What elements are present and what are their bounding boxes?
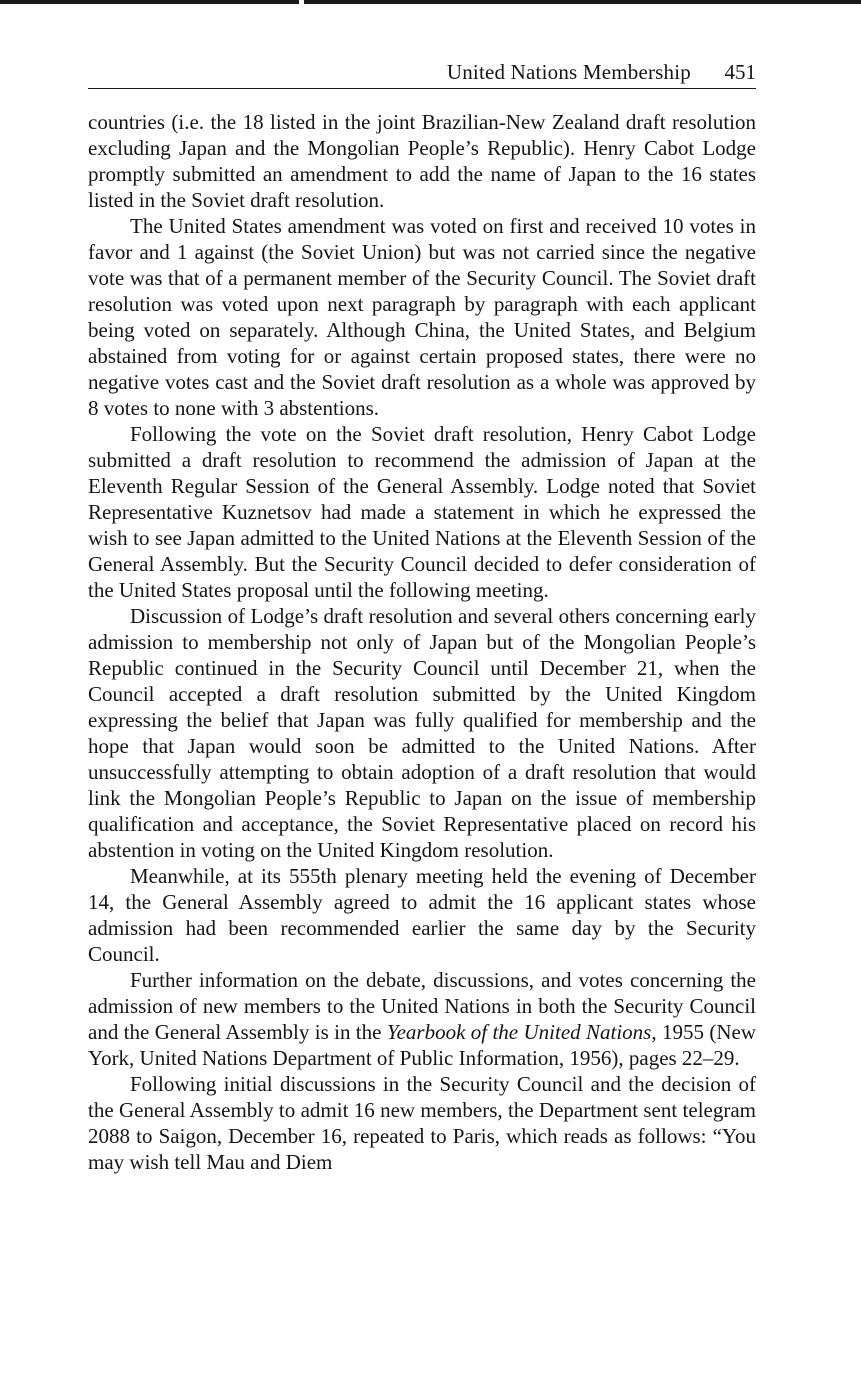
- paragraph-discussion-lodge-resolution: Discussion of Lodge’s draft resolution and several others concerning early admission to membership not only of Japan but of the Mongolian People’s Republic continued in the Security Council until December 21, when the Council accepted a draft resolution submitted by the United Kingdom expressing the belief that Japan was fully qualified for membership and the hope that Japan would soon be admitted to the United Nations. After unsuccessfully attempting to obtain adoption of a draft resolution that would link the Mongolian People’s Republic to Japan on the issue of membership qualification and acceptance, the Soviet Representative placed on record his abstention in voting on the United Kingdom resolution.: [88, 604, 756, 862]
- paragraph-telegram-saigon: Following initial discussions in the Security Council and the decision of the General Assembly to admit 16 new members, the Department sent telegram 2088 to Saigon, December 16, repeated to Paris, which reads as follows: “You may wish tell Mau and Diem: [88, 1072, 756, 1174]
- text-body: [88, 109, 756, 1175]
- paragraph-general-assembly-admission: Meanwhile, at its 555th plenary meeting held the evening of December 14, the General Assembly agreed to admit the 16 applicant states whose admission had been recommended earlier the same day by the Security Council.: [88, 864, 756, 966]
- further-information-citation: , 1955 (New York, United Nations Department of Public Information, 1956), pages 22–29.: [88, 1020, 756, 1070]
- running-title: United Nations Membership: [446, 60, 691, 84]
- page-number: 451: [724, 60, 756, 84]
- paragraph-continued: countries (i.e. the 18 listed in the joint Brazilian-New Zealand draft resolution excluding Japan and the Mongolian People’s Republic). Henry Cabot Lodge promptly submitted an amendment to add the name of Japan to the 16 states listed in the Soviet draft resolution.: [88, 110, 756, 212]
- running-head: [88, 58, 756, 89]
- further-information-text: Further information on the debate, discussions, and votes concerning the admission of new members to the United Nations in both the Security Council and the General Assembly is in the: [88, 968, 756, 1044]
- paragraph-lodge-draft-resolution: Following the vote on the Soviet draft resolution, Henry Cabot Lodge submitted a draft resolution to recommend the admission of Japan at the Eleventh Regular Session of the General Assembly. Lodge noted that Soviet Representative Kuznetsov had made a statement in which he expressed the wish to see Japan admitted to the United Nations at the Eleventh Session of the General Assembly. But the Security Council decided to defer consideration of the United States proposal until the following meeting.: [88, 422, 756, 602]
- top-edge-rule-gap: [299, 0, 304, 4]
- yearbook-title: Yearbook of the United Nations: [386, 1020, 652, 1044]
- top-edge-rule: [0, 0, 861, 4]
- paragraph-us-amendment-vote: The United States amendment was voted on first and received 10 votes in favor and 1 against (the Soviet Union) but was not carried since the negative vote was that of a permanent member of the Security Council. The Soviet draft resolution was voted upon next paragraph by paragraph with each applicant being voted on separately. Although China, the United States, and Belgium abstained from voting for or against certain proposed states, there were no negative votes cast and the Soviet draft resolution as a whole was approved by 8 votes to none with 3 abstentions.: [88, 214, 756, 420]
- paragraph-further-information: [88, 967, 756, 1071]
